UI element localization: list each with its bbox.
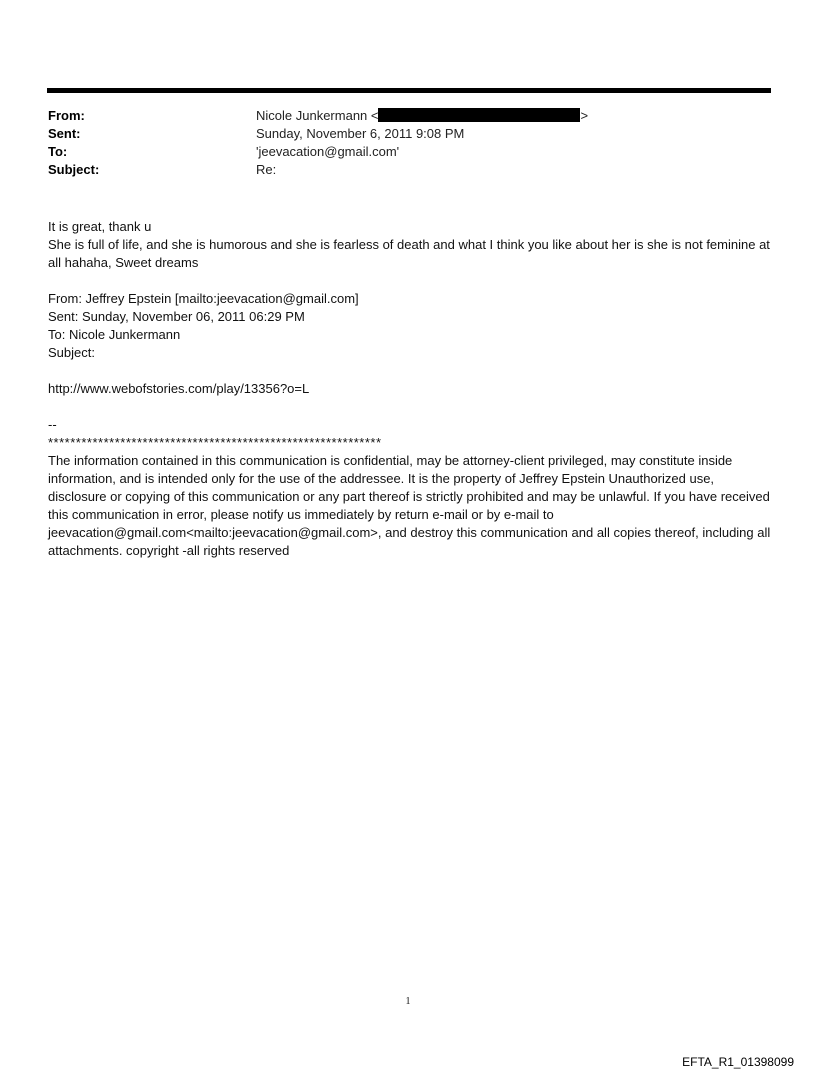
- from-row: [48, 107, 768, 125]
- subject-label: Subject:: [48, 162, 100, 177]
- to-value: 'jeevacation@gmail.com': [256, 144, 400, 159]
- sent-value: Sunday, November 6, 2011 9:08 PM: [256, 126, 465, 141]
- from-value: [256, 107, 588, 125]
- to-label: To:: [48, 144, 68, 159]
- signature-dashes: --: [48, 417, 57, 432]
- from-close: >: [580, 108, 589, 123]
- email-body: [48, 218, 773, 560]
- quoted-link[interactable]: http://www.webofstories.com/play/13356?o=L: [48, 381, 310, 396]
- quoted-to: To: Nicole Junkermann: [48, 327, 181, 342]
- sent-label: Sent:: [48, 126, 81, 141]
- quoted-subject: Subject:: [48, 345, 95, 360]
- quoted-from: From: Jeffrey Epstein [mailto:jeevacation@gmail.com]: [48, 291, 359, 306]
- from-label: From:: [48, 108, 85, 123]
- header-rule: [47, 88, 771, 93]
- reply-line-2: She is full of life, and she is humorous and she is fearless of death and what I think you like about her is she is not feminine at all hahaha, Sweet dreams: [48, 237, 770, 270]
- to-row: [48, 143, 768, 161]
- document-id: EFTA_R1_01398099: [682, 1055, 794, 1069]
- from-name: Nicole Junkermann <: [256, 108, 379, 123]
- subject-value: Re:: [256, 162, 277, 177]
- sent-row: [48, 125, 768, 143]
- signature-stars: ************************************************************: [48, 435, 382, 450]
- subject-row: [48, 161, 768, 179]
- reply-line-1: It is great, thank u: [48, 219, 152, 234]
- confidentiality-disclaimer: The information contained in this communication is confidential, may be attorney-client privileged, may constitute inside information, and is intended only for the use of the addressee. It is the property of Jeffrey Epstein Unauthorized use, disclosure or copying of this communication or any part thereof is strictly prohibited and may be unlawful. If you have received this communication in error, please notify us immediately by return e-mail or by e-mail to jeevacation@gmail.com<mailto:jeevacation@gmail.com>, and destroy this communication and all copies thereof, including all attachments. copyright -all rights reserved: [48, 453, 771, 558]
- page-number: 1: [405, 996, 411, 1007]
- quoted-sent: Sent: Sunday, November 06, 2011 06:29 PM: [48, 309, 305, 324]
- redacted-email-block: [378, 108, 580, 122]
- email-header: [48, 107, 768, 179]
